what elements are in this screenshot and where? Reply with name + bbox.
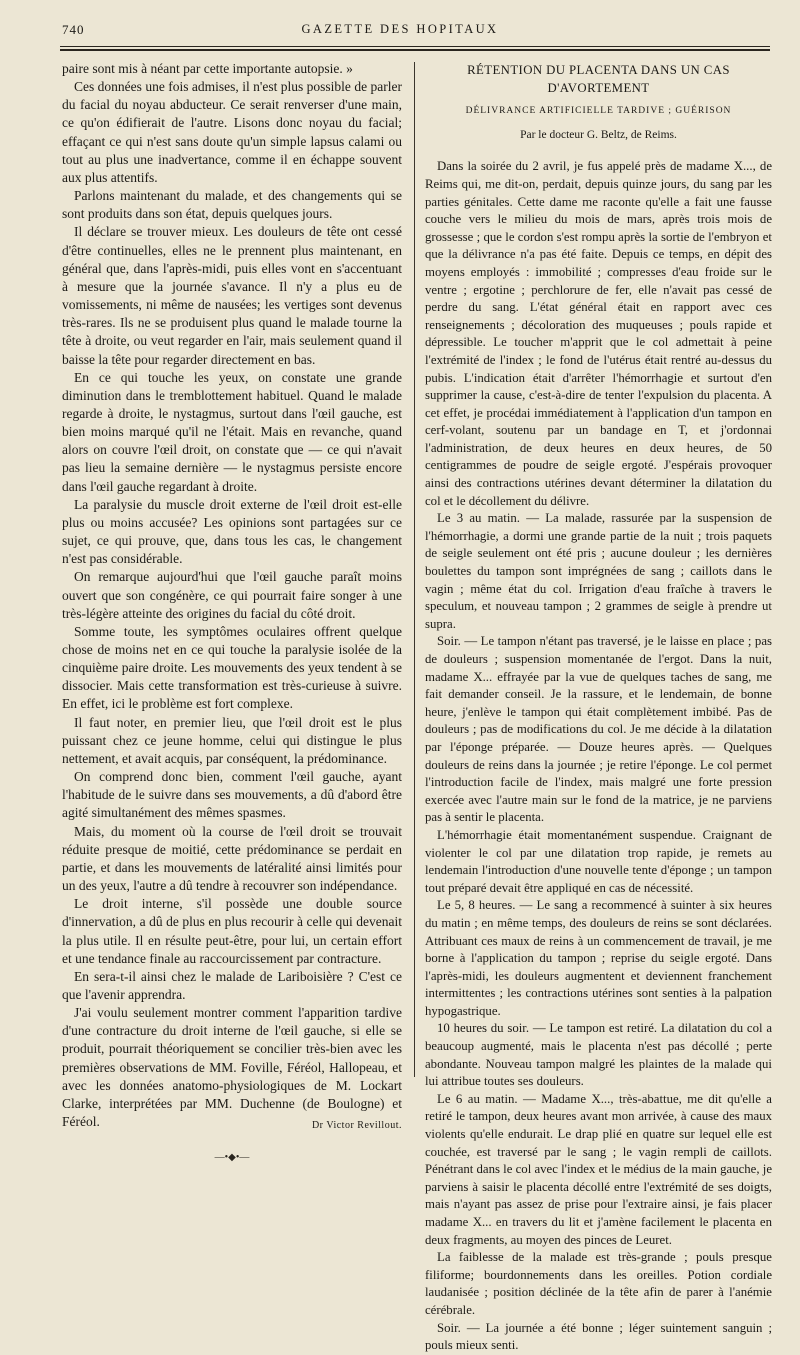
paragraph: Il faut noter, en premier lieu, que l'œil droit est le plus puissant chez ce jeune homme, celui qui distingue le plus nettement, et avait acquis, par conséquent, la prédominance.	[62, 714, 402, 766]
paragraph: Le 6 au matin. — Madame X..., très-abattue, me dit qu'elle a retiré le tampon, deux heures avant mon arrivée, à cause des maux violents qu'elle endurait. Le drap plié en quatre sur lequel elle est couchée, est traversé par le sang ; le vagin rempli de caillots. Pénétrant dans le col avec l'index et le médius de la main gauche, je parviens à saisir le placenta décollé entre l'extrémité de ses doigts, mais n'ayant pas assez de prise pour l'extraire ainsi, je fais placer madame X... en travers du lit et j'amène facilement le placenta en deux fragments, au moyen des pinces de Leuret.	[425, 1091, 772, 1247]
header-rule-bottom	[60, 49, 770, 51]
article-title: RÉTENTION DU PLACENTA DANS UN CAS D'AVORTEMENT	[467, 63, 730, 95]
paragraph: J'ai voulu seulement montrer comment l'apparition tardive d'une contracture du droit interne de l'œil gauche, si elle se produit, pourrait théoriquement se concilier très-bien avec les premières observations de MM. Foville, Féréol, Hallopeau, et avec les données anatomo-physiologiques de M. Lockart Clarke, interprétées par MM. Duchenne (de Boulogne) et Féréol.	[62, 1005, 402, 1130]
paragraph: paire sont mis à néant par cette importante autopsie. »	[62, 61, 353, 76]
paragraph: Soir. — La journée a été bonne ; léger suintement sanguin ; pouls mieux senti.	[425, 1320, 772, 1353]
article-signature: Dr Victor Revillout.	[311, 1120, 402, 1132]
paragraph: Le 5, 8 heures. — Le sang a recommencé à suinter à six heures du matin ; en même temps, des douleurs de reins se sont déclarées. Attribuant ces maux de reins à un commencement de travail, je me borne à l'application du tampon ; reprise du seigle ergoté. Dans l'après-midi, les douleurs augmentent et deviennent franchement intermittentes ; les contractions utérines sont senties à la palpation hypogastrique.	[425, 898, 772, 1018]
paragraph: Le 3 au matin. — La malade, rassurée par la suspension de l'hémorrhagie, a dormi une grande partie de la nuit ; trois paquets de seigle seulement ont été pris ; aucune douleur ; les dernières boulettes du tampon sont imprégnées de sang ; caillots dans le vagin ; même état du col. Irrigation d'eau fraîche à travers le speculum, et nouveau tampon ; 2 grammes de seigle à prendre ut supra.	[425, 511, 772, 631]
article-subtitle: DÉLIVRANCE ARTIFICIELLE TARDIVE ; GUÉRISON	[465, 106, 732, 117]
right-column-body	[425, 158, 772, 1354]
paragraph: Il déclare se trouver mieux. Les douleurs de tête ont cessé d'être continuelles, elles ne le prennent plus maintenant, en général que, dans l'après-midi, puis elles vont en s'accentuant à mesure que la journée s'avance. Il n'y a plus eu de vomissements, ni même de nausées; les vertiges sont devenus très-rares. Ils ne se produisent plus quand le malade tourne la tête à droite, ou veut regarder en l'air, mais seulement quand il baisse la tête pour regarder directement en bas.	[62, 224, 402, 367]
paragraph: Le droit interne, s'il possède une double source d'innervation, a dû de plus en plus recourir à celle qui devenait la plus utile. Il en résulte peut-être, pour lui, un certain effort et une tendance finale au raccourcissement par contracture.	[62, 896, 402, 966]
page-header	[0, 22, 800, 44]
paragraph: 10 heures du soir. — Le tampon est retiré. La dilatation du col a beaucoup augmenté, mais le placenta n'est pas décollé ; perte abondante. Nouveau tampon malgré les plaintes de la malade qui lui attribue toutes ses douleurs.	[425, 1021, 772, 1089]
paragraph: La faiblesse de la malade est très-grande ; pouls presque filiforme; bourdonnements dans les oreilles. Potion cordiale laudanisée ; position déclinée de la tête afin de parer à l'anémie cérébrale.	[425, 1250, 772, 1317]
right-column	[425, 60, 772, 1355]
page-number: 740	[62, 22, 85, 37]
article-author: Par le docteur G. Beltz, de Reims.	[520, 128, 677, 141]
paragraph: Soir. — Le tampon n'étant pas traversé, je le laisse en place ; pas de douleurs ; suspension momentanée de l'ergot. Dans la nuit, madame X... effrayée par la vue de quelques taches de sang, me fait demander conseil. Je la rassure, et le lendemain, de bonne heure, j'enlève le tampon qui était complètement imbibé. Pas de douleurs ; pas de modifications du col. Je me décide à la dilatation par l'éponge préparée. — Douze heures après. — Quelques douleurs de reins dans la journée ; je retire l'éponge. Le col permet l'introduction facile de l'index, mais malgré une forte pression exercée avec l'autre main sur le fond de la matrice, je ne parviens pas à sentir le placenta.	[425, 634, 772, 825]
left-column	[62, 60, 402, 1168]
paragraph: Somme toute, les symptômes oculaires offrent quelque chose de moins net en ce qui touche la paralysie isolée de la cinquième paire droite. Les mouvements des yeux tendent à se dissocier. Mais cette transformation est très-curieuse à suivre. En effet, ici le problème est fort complexe.	[62, 623, 402, 712]
left-column-body	[62, 60, 402, 1131]
paragraph: La paralysie du muscle droit externe de l'œil droit est-elle plus ou moins accusée? Les opinions sont partagées sur ce sujet, ce qui prouve, que, dans tous les cas, le changement n'est pas considérable.	[62, 496, 402, 567]
column-divider	[414, 62, 415, 1077]
paragraph: Parlons maintenant du malade, et des changements qui se sont produits dans son état, depuis quelques jours.	[62, 188, 402, 222]
paragraph: Ces données une fois admises, il n'est plus possible de parler du facial du noyau abducteur. Ce serait renverser d'une main, ce qu'on édifierait de l'autre. Lisons donc noyau du facial; effaçant ce qui n'est sans doute qu'un simple lapsus calami ou tout au plus une inadvertance, comme il en échappe souvent aux plus attentifs.	[62, 79, 402, 185]
paragraph: En sera-t-il ainsi chez le malade de Lariboisière ? C'est ce que l'avenir apprendra.	[62, 968, 402, 1002]
paragraph: On remarque aujourd'hui que l'œil gauche paraît moins ouvert que son congénère, ce qui pourrait faire songer à une très-légère atteinte des origines du facial du côté droit.	[62, 569, 402, 621]
paragraph: Mais, du moment où la course de l'œil droit se trouvait réduite presque de moitié, cette prédominance se perdait en partie, et dans les mouvements de latéralité ainsi limités pour un des yeux, l'autre a dû tendre à recouvrer son indépendance.	[62, 823, 402, 894]
fleuron-ornament: —•◆•—	[214, 1152, 250, 1164]
paragraph: Dans la soirée du 2 avril, je fus appelé près de madame X..., de Reims qui, me dit-on, perdait, depuis quinze jours, du sang par les parties génitales. Cette dame me raconte qu'elle a fait une fausse couche vers le milieu du mois de mars, après trois mois de grossesse ; que le cordon s'est rompu après la sortie de l'embryon et que la délivrance n'a pas été faite. Depuis ce temps, en dépit des moyens employés : immobilité ; compresses d'eau froide sur le ventre ; ergotine ; perchlorure de fer, elle n'avait pas cessé de perdre du sang. L'état général était en rapport avec ces renseignements ; décoloration des muqueuses ; pouls rapide et dépressible. Le toucher m'apprit que le col admettait à peine l'extrémité de l'index ; le fond de l'utérus était rentré au-dessus du pubis. L'indication était d'arrêter l'hémorrhagie et surtout d'en supprimer la cause, c'est-à-dire de tenter l'expulsion du placenta. A cet effet, je procédai immédiatement à l'application d'un tampon en cerf-volant, soutenu par un bandage en T, et j'ordonnai l'administration, de deux heures en deux heures, de 50 centigrammes de poudre de seigle ergoté. J'espérais provoquer ainsi des contractions utérines devant déterminer la dilatation du col et le décollement du délivre.	[425, 159, 772, 508]
paragraph: En ce qui touche les yeux, on constate une grande diminution dans le tremblottement habituel. Quand le malade regarde à droite, le nystagmus, surtout dans l'œil gauche, est bien moins marqué qu'il ne l'était. Mais en revanche, quand alors on couvre l'œil droit, on constate que — ce qui n'avait pas lieu la semaine dernière — le nystagmus persiste encore dans l'œil gauche regardant à droite.	[62, 369, 402, 494]
journal-title: GAZETTE DES HOPITAUX	[301, 22, 499, 36]
paragraph: L'hémorrhagie était momentanément suspendue. Craignant de violenter le col par une dilatation trop rapide, je remets au lendemain l'introduction d'une nouvelle tente d'éponge ; un tampon tout préparé devait être appliqué en cas de nécessité.	[425, 827, 772, 895]
header-rule-top	[60, 46, 770, 47]
paragraph: On comprend donc bien, comment l'œil gauche, ayant l'habitude de le suivre dans ses mouvements, a dû d'abord être agité simultanément des mêmes spasmes.	[62, 769, 402, 821]
